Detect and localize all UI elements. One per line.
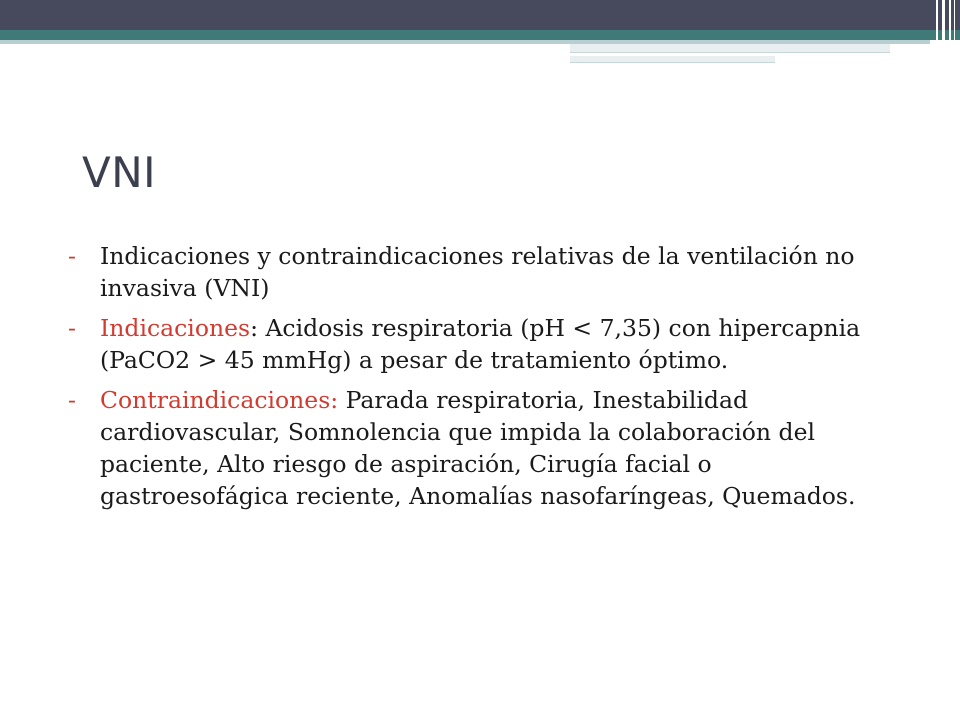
bullet-dash: - <box>68 314 76 342</box>
item-label: Indicaciones <box>100 314 251 342</box>
bullet-dash: - <box>68 242 76 270</box>
decorative-bar <box>570 56 775 63</box>
list-item <box>66 384 906 512</box>
list-item <box>66 240 906 304</box>
item-label: Contraindicaciones: <box>100 386 339 414</box>
header-band-dark <box>0 0 960 30</box>
header-stripes <box>930 0 960 64</box>
bullet-list <box>66 240 906 520</box>
slide-title: VNI <box>82 148 157 197</box>
bullet-dash: - <box>68 386 76 414</box>
item-text: Parada respiratoria, Inestabilidad cardiovascular, Somnolencia que impida la colaboración del paciente, Alto riesgo de aspiración, Cirugía facial o gastroesofágica reciente, Anomalías nasofaríngeas, Quemados. <box>100 386 856 510</box>
header-band-teal <box>0 30 960 40</box>
list-item <box>66 312 906 376</box>
item-text: Indicaciones y contraindicaciones relativas de la ventilación no invasiva (VNI) <box>100 242 855 302</box>
item-text: : Acidosis respiratoria (pH < 7,35) con hipercapnia (PaCO2 > 45 mmHg) a pesar de tratamiento óptimo. <box>100 314 861 374</box>
decorative-bar <box>570 44 890 53</box>
